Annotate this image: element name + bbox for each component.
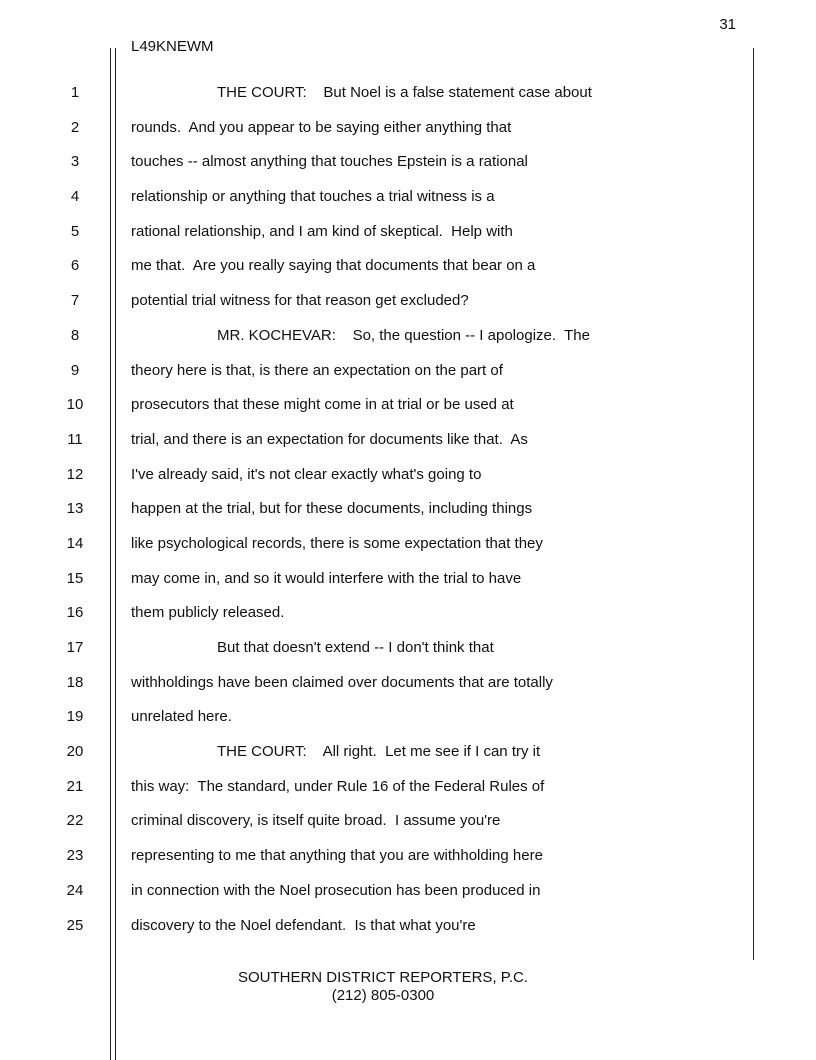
- line-text: THE COURT: But Noel is a false statement case about: [217, 84, 592, 101]
- transcript-line: [0, 700, 816, 735]
- line-number: 23: [66, 847, 84, 865]
- transcript-line: [0, 492, 816, 527]
- line-number: 12: [66, 465, 84, 483]
- line-number: 13: [66, 500, 84, 518]
- transcript-line: [0, 354, 816, 389]
- footer: [0, 969, 766, 1005]
- line-text: prosecutors that these might come in at trial or be used at: [131, 396, 514, 414]
- transcript-line: [0, 180, 816, 215]
- line-number: 16: [66, 604, 84, 622]
- line-number: 19: [66, 708, 84, 726]
- transcript-line: [0, 388, 816, 423]
- line-number: 21: [66, 777, 84, 795]
- transcript-line: [0, 804, 816, 839]
- transcript-line: [0, 249, 816, 284]
- line-text: unrelated here.: [131, 708, 232, 726]
- line-number: 3: [70, 153, 80, 171]
- line-number: 5: [70, 222, 80, 240]
- transcript-line: [0, 284, 816, 319]
- line-number: 20: [66, 743, 84, 761]
- line-text: rational relationship, and I am kind of skeptical. Help with: [131, 222, 513, 240]
- transcript-line: [0, 319, 816, 354]
- transcript-line: [0, 215, 816, 250]
- line-text: rounds. And you appear to be saying either anything that: [131, 118, 512, 136]
- line-text: theory here is that, is there an expectation on the part of: [131, 361, 503, 379]
- line-text: But that doesn't extend -- I don't think that: [217, 639, 494, 656]
- line-text: touches -- almost anything that touches Epstein is a rational: [131, 153, 528, 171]
- line-number: 25: [66, 916, 84, 934]
- line-number: 10: [66, 396, 84, 414]
- line-number: 6: [70, 257, 80, 275]
- line-number: 8: [70, 326, 80, 344]
- line-number: 1: [70, 84, 80, 101]
- transcript-line: [0, 839, 816, 874]
- line-text: representing to me that anything that you are withholding here: [131, 847, 543, 865]
- reporter-name: SOUTHERN DISTRICT REPORTERS, P.C.: [237, 969, 529, 986]
- transcript-line: [0, 596, 816, 631]
- line-text: trial, and there is an expectation for documents like that. As: [131, 430, 528, 448]
- line-text: may come in, and so it would interfere with the trial to have: [131, 569, 522, 587]
- transcript-line: [0, 423, 816, 458]
- line-number: 2: [70, 118, 80, 136]
- line-text: relationship or anything that touches a trial witness is a: [131, 188, 495, 206]
- transcript-line: [0, 76, 816, 111]
- transcript-line: [0, 874, 816, 909]
- transcript-line: [0, 909, 816, 944]
- line-text: potential trial witness for that reason get excluded?: [131, 292, 469, 310]
- case-id: L49KNEWM: [131, 38, 214, 55]
- line-number: 18: [66, 673, 84, 691]
- line-number: 7: [70, 292, 80, 310]
- line-number: 22: [66, 812, 84, 830]
- line-text: THE COURT: All right. Let me see if I can try it: [217, 743, 541, 761]
- transcript-line: [0, 458, 816, 493]
- line-number: 4: [70, 188, 80, 206]
- line-text: withholdings have been claimed over documents that are totally: [131, 673, 553, 691]
- page-number: 31: [719, 16, 736, 33]
- line-number: 15: [66, 569, 84, 587]
- transcript-line: [0, 562, 816, 597]
- line-text: in connection with the Noel prosecution has been produced in: [131, 881, 541, 899]
- transcript-line: [0, 666, 816, 701]
- line-number: 24: [66, 881, 84, 899]
- line-number: 17: [66, 639, 84, 656]
- line-number: 14: [66, 534, 84, 552]
- line-text: MR. KOCHEVAR: So, the question -- I apologize. The: [217, 326, 590, 344]
- line-number: 11: [67, 430, 83, 448]
- transcript-line: [0, 527, 816, 562]
- line-text: me that. Are you really saying that documents that bear on a: [131, 257, 536, 275]
- transcript-line: [0, 145, 816, 180]
- line-text: criminal discovery, is itself quite broad. I assume you're: [131, 812, 501, 830]
- line-text: them publicly released.: [131, 604, 285, 622]
- transcript-line: [0, 631, 816, 666]
- line-text: this way: The standard, under Rule 16 of the Federal Rules of: [131, 777, 545, 795]
- line-text: happen at the trial, but for these documents, including things: [131, 500, 533, 518]
- line-text: discovery to the Noel defendant. Is that what you're: [131, 916, 476, 934]
- transcript-body: [0, 76, 816, 943]
- line-text: I've already said, it's not clear exactly what's going to: [131, 465, 482, 483]
- transcript-line: [0, 111, 816, 146]
- line-text: like psychological records, there is some expectation that they: [131, 534, 543, 552]
- transcript-line: [0, 735, 816, 770]
- line-number: 9: [70, 361, 80, 379]
- reporter-phone: (212) 805-0300: [331, 987, 435, 1004]
- transcript-line: [0, 770, 816, 805]
